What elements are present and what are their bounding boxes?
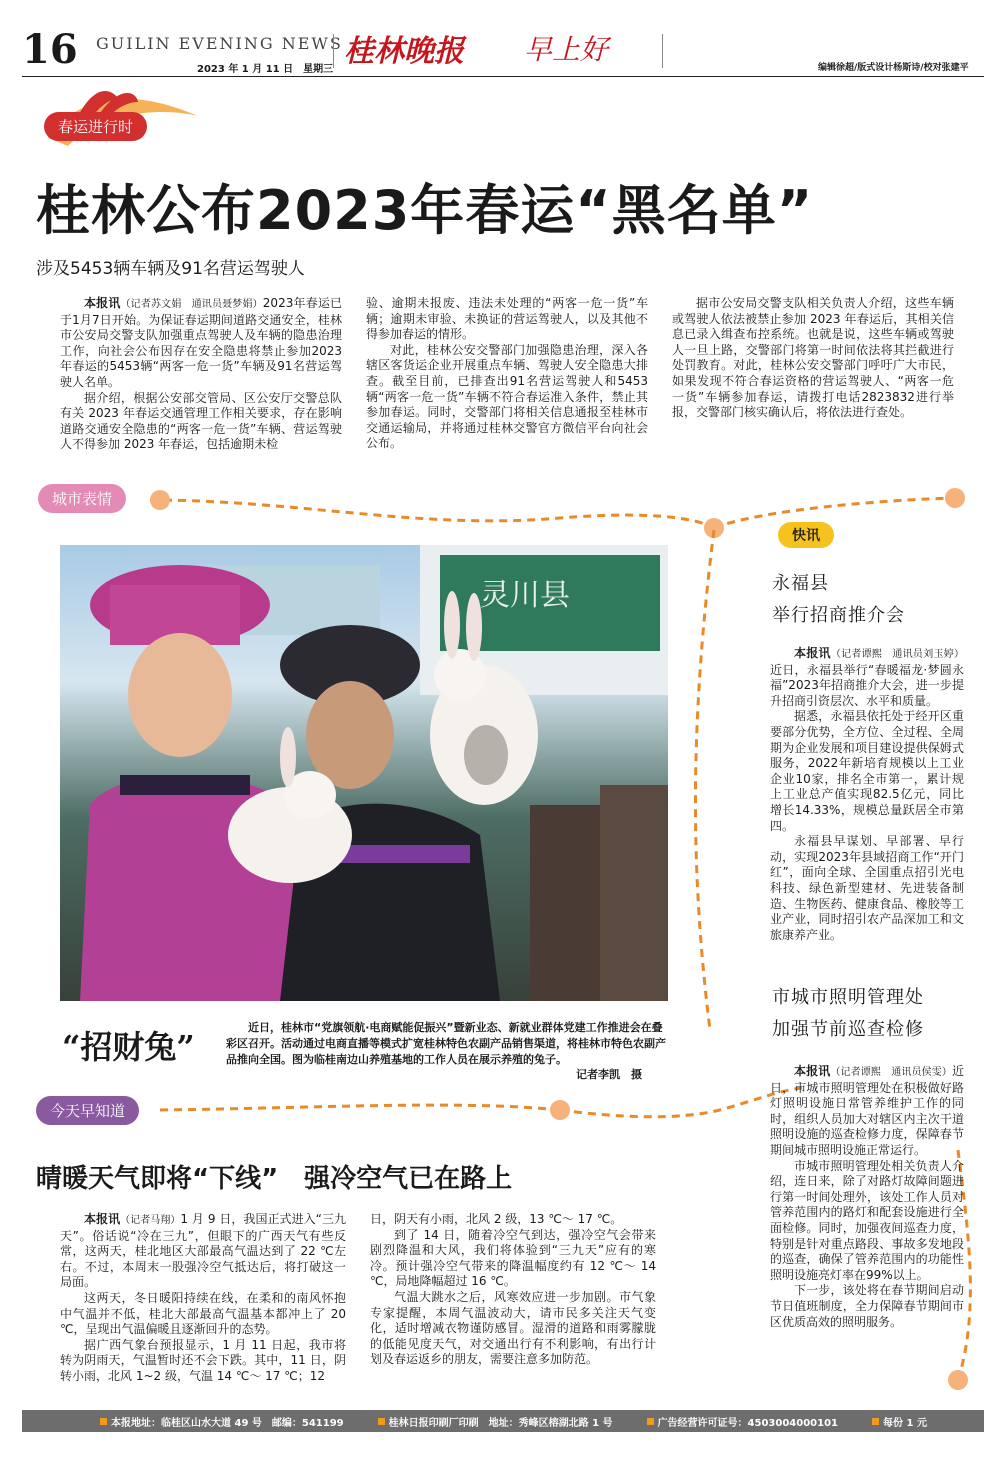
paper-slogan: 早上好: [524, 33, 609, 66]
badge-label: 快讯: [778, 522, 834, 548]
byline: 本报讯: [84, 1212, 121, 1226]
bullet-square-icon: [647, 1418, 654, 1425]
title-line: 市城市照明管理处: [772, 987, 924, 1008]
paragraph: 验、逾期未报废、违法未处理的“两客一危一货”车辆；逾期未审验、未换证的营运驾驶人，以及其他不得参加春运的情形。: [366, 296, 648, 342]
weather-column-2: [370, 1212, 656, 1368]
paragraph: 据悉，永福县依托处于经开区重要部分优势，全方位、全过程、全周期为企业发展和项目建设提供保姆式服务，2022年新培育规模以上工业企业10家，排名全市第一，累计规上工业总产值实现82.5亿元，同比增长14.33%，规模总量跃居全市第四。: [770, 709, 964, 833]
weather-headline: 晴暖天气即将“下线” 强冷空气已在路上: [36, 1164, 513, 1194]
title-line: 举行招商推介会: [772, 605, 905, 626]
byline: 本报讯: [794, 1064, 831, 1078]
bullet-square-icon: [100, 1418, 107, 1425]
lead-column-2: [366, 296, 648, 452]
paper-logo: 桂林晚报: [344, 34, 464, 69]
lead-column-3: [672, 296, 954, 421]
paragraph: 这两天，冬日暖阳持续在线，在柔和的南风怀抱中气温并不低，桂北大部最高气温基本都冲上了 20 ℃，呈现出气温偏暖且逐渐回升的态势。: [60, 1290, 346, 1337]
bullet-square-icon: [378, 1418, 385, 1425]
paragraph: 到了 14 日，随着冷空气到达，强冷空气会带来剧烈降温和大风，我们将体验到“三九天”应有的寒冷。预计强冷空气带来的降温幅度约有 12 ℃～ 14 ℃，局地降幅超过 16 ℃。: [370, 1227, 656, 1289]
paragraph: 下一步，该处将在春节期间启动节日值班制度，全力保障春节期间市区优质高效的照明服务。: [770, 1283, 964, 1329]
section-badge: [778, 522, 834, 548]
footer-text: 广告经营许可证号：4503004000101: [657, 1417, 839, 1429]
badge-label: 城市表情: [38, 484, 126, 513]
brief-body-2: [770, 1064, 964, 1330]
byline: 本报讯: [84, 296, 121, 310]
page-footer: [22, 1410, 984, 1432]
lead-subhead: 涉及5453辆车辆及91名营运驾驶人: [36, 259, 305, 279]
byline: 本报讯: [794, 646, 831, 660]
paragraph: 永福县早谋划、早部署、早行动，实现2023年县域招商工作“开门红”，面向全球、全国重点招引光电科技、绿色新型建材、先进装备制造、生物医药、健康食品、橡胶等工业产业，同时招引农产品深加工和文旅康养产业。: [770, 834, 964, 942]
lead-headline: 桂林公布2023年春运“黑名单”: [36, 179, 814, 242]
page-number: 16: [22, 26, 78, 73]
title-line: 加强节前巡查检修: [772, 1019, 924, 1040]
section-badge: [44, 112, 147, 141]
paragraph: 据市公安局交警支队相关负责人介绍，这些车辆或驾驶人依法被禁止参加 2023 年春运后，其相关信息已录入缉查布控系统。也就是说，这些车辆或驾驶人一旦上路，交警部门将第一时间依法将其拦截进行处罚教育。对此，桂林公安交警部门呼吁广大市民，如果发现不符合春运资格的营运驾驶人、“两客一危一货”车辆参加春运，请拨打电话2823832进行举报，交警部门核实确认后，将依法进行查处。: [672, 296, 954, 420]
paragraph: 1 月 9 日，我国正式进入“三九天”。俗话说“冷在三九”，但眼下的广西天气有些反常，这两天，桂北地区大部最高气温达到了 22 ℃左右。不过，本周末一股强冷空气抵达后，将打破这一局面。: [60, 1212, 346, 1290]
footer-text: 本报地址：临桂区山水大道 49 号 邮编：541199: [111, 1417, 344, 1429]
photo-title: “招财兔”: [62, 1028, 195, 1066]
sign-text: 灵川县: [480, 578, 570, 613]
paragraph: 2023年春运已于1月7日开始。为保证春运期间道路交通安全，桂林市公安局交警支队加强重点驾驶人及车辆的隐患治理工作，向社会公布因存在安全隐患将禁止参加2023年春运的5453辆“两客一危一货”车辆及91名营运驾驶人名单。: [60, 296, 342, 389]
weather-column-1: [60, 1212, 346, 1385]
photo-caption: 近日，桂林市“党旗领航·电商赋能促振兴”暨新业态、新就业群体党建工作推进会在叠彩区召开。活动通过电商直播等模式扩宽桂林特色农副产品销售渠道，将桂林市特色农副产品推向全国。图为临桂南边山养殖基地的工作人员在展示养殖的兔子。: [226, 1021, 666, 1066]
paper-name-en: GUILIN EVENING NEWS: [96, 34, 343, 53]
paragraph: 市城市照明管理处相关负责人介绍，连日来，除了对路灯故障间题进行第一时间处理外，该处工作人员对管养范围内的路灯和配套设施进行全面检修。同时，加强夜间巡查力度，特别是针对重点路段、事故多发地段的巡查，确保了管养范围内的功能性照明设施亮灯率在99%以上。: [770, 1158, 964, 1282]
masthead-rule: [22, 76, 984, 77]
footer-item: [647, 1414, 838, 1429]
paragraph: 对此，桂林公安交警部门加强隐患治理，深入各辖区客货运企业开展重点车辆、驾驶人安全隐患大排查。截至目前，已排查出91名营运驾驶人和5453辆“两客一危一货”车辆不符合春运准入条件，禁止其参加春运。同时，交警部门将相关信息通报至桂林市交通运输局，并将通过桂林交警官方微信平台向社会公布。: [366, 342, 648, 451]
masthead-divider: [662, 34, 663, 68]
paragraph: 据介绍，根据公安部交管局、区公安厅交警总队有关 2023 年春运交通管理工作相关要求，存在影响道路交通安全隐患的“两客一危一货”车辆、营运驾驶人不得参加 2023 年春运，包括逾期未检: [60, 390, 342, 452]
paragraph: 气温大跳水之后，风寒效应进一步加剧。市气象专家提醒，本周气温波动大，请市民多关注天气变化，适时增减衣物谨防感冒。湿滑的道路和雨雾朦胧的低能见度天气，对交通出行有不利影响，有出行计划及春运返乡的朋友，需要注意多加防范。: [370, 1289, 656, 1367]
photo-credit: 记者李凯 摄: [576, 1068, 642, 1081]
byline-detail: （记者谭熙 通讯员侯雯）: [830, 1067, 952, 1078]
title-line: 永福县: [772, 573, 829, 594]
badge-label: 春运进行时: [44, 112, 147, 141]
feature-photo: [60, 545, 668, 1001]
footer-text: 桂林日报印刷厂印刷 地址：秀峰区榕湖北路 1 号: [388, 1417, 613, 1429]
section-badge: [38, 484, 126, 513]
footer-item: [872, 1414, 927, 1429]
editors-credit: 编辑徐超/版式设计杨斯诗/校对张建平: [818, 63, 969, 73]
footer-text: 每份 1 元: [883, 1417, 927, 1429]
brief-title-2: [772, 982, 924, 1046]
paragraph: 据广西气象台预报显示，1 月 11 日起，我市将转为阴雨天，气温暂时还不会下跌。其中，11 日，阴转小雨，北风 1~2 级，气温 14 ℃～ 17 ℃；12: [60, 1337, 346, 1383]
byline-detail: （记者谭熙 通讯员刘玉婷）: [830, 649, 964, 660]
photo-illustration: [60, 545, 668, 1001]
lead-column-1: [60, 296, 342, 453]
byline-detail: （记者苏文娟 通讯员聂梦娟）: [120, 299, 263, 310]
paragraph: 日，阴天有小雨，北风 2 级，13 ℃～ 17 ℃。: [370, 1212, 623, 1226]
bullet-square-icon: [872, 1418, 879, 1425]
footer-item: [378, 1414, 613, 1429]
issue-date: 2023 年 1 月 11 日 星期三: [197, 64, 334, 75]
vertical-dotted-divider: [680, 520, 740, 1040]
brief-body-1: [770, 646, 964, 943]
paragraph: 近日，市城市照明管理处在积极做好路灯照明设施日常管养维护工作的同时，组织人员加大对辖区内主次干道照明设施的巡查检修力度，保障春节期间城市照明设施正常运行。: [770, 1064, 964, 1157]
byline-detail: （记者马翔）: [120, 1215, 181, 1226]
footer-item: [100, 1414, 344, 1429]
masthead-divider: [333, 34, 334, 68]
badge-label: 今天早知道: [36, 1096, 139, 1125]
paragraph: 近日，永福县举行“春暖福龙·梦圆永福”2023年招商推介大会，进一步提升招商引资层次、水平和质量。: [770, 662, 964, 708]
section-badge: [36, 1096, 139, 1125]
brief-title-1: [772, 568, 905, 632]
